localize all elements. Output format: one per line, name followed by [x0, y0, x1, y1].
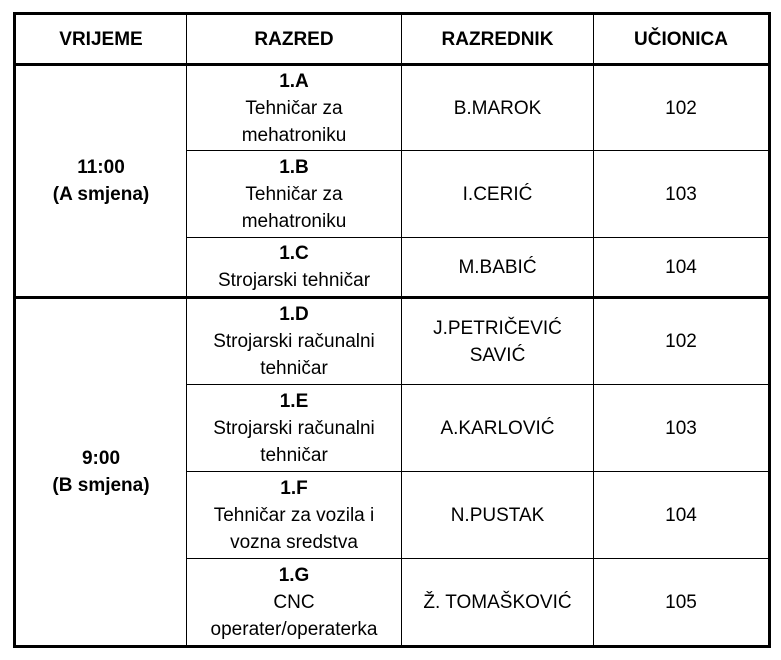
- class-code: 1.B: [279, 156, 309, 178]
- table-row: [15, 298, 770, 385]
- header-ucionica: UČIONICA: [594, 14, 770, 65]
- class-cell: [187, 472, 402, 559]
- room-cell: 102: [594, 65, 770, 151]
- header-vrijeme: VRIJEME: [15, 14, 187, 65]
- schedule-table: [13, 12, 771, 648]
- class-cell: [187, 559, 402, 647]
- class-name-line: Strojarski računalni: [213, 331, 375, 352]
- teacher-name: SAVIĆ: [469, 344, 526, 366]
- teacher-name: M.BABIĆ: [458, 256, 537, 278]
- class-name-line: Tehničar za: [245, 97, 343, 119]
- class-name-line: Tehničar za vozila i: [213, 504, 375, 526]
- class-cell: [187, 298, 402, 385]
- class-name-line: Strojarski računalni: [213, 417, 375, 439]
- room-cell: 104: [594, 472, 770, 559]
- class-name-line: mehatroniku: [241, 124, 347, 146]
- class-name-line: vozna sredstva: [230, 531, 358, 553]
- teacher-cell: [402, 559, 594, 647]
- class-code: 1.E: [279, 390, 309, 412]
- class-name-line: mehatroniku: [241, 210, 347, 232]
- class-name-line: operater/operaterka: [210, 618, 378, 640]
- time-cell: [15, 65, 187, 298]
- class-code: 1.D: [279, 304, 309, 325]
- teacher-name: A.KARLOVIĆ: [440, 417, 555, 439]
- table-row: [15, 65, 770, 151]
- teacher-cell: [402, 385, 594, 472]
- class-name-line: Strojarski tehničar: [217, 270, 371, 291]
- shift-label: (A smjena): [52, 184, 150, 205]
- teacher-cell: [402, 472, 594, 559]
- class-name-line: tehničar: [260, 358, 328, 379]
- time-cell: [15, 298, 187, 647]
- shift-label: (B smjena): [52, 475, 150, 496]
- class-code: 1.C: [279, 243, 309, 264]
- class-cell: [187, 151, 402, 238]
- room-cell: 104: [594, 238, 770, 298]
- header-row: [15, 14, 770, 65]
- room-cell: 102: [594, 298, 770, 385]
- room-cell: 103: [594, 151, 770, 238]
- class-cell: [187, 65, 402, 151]
- room-cell: 103: [594, 385, 770, 472]
- teacher-cell: [402, 151, 594, 238]
- teacher-name: I.CERIĆ: [462, 183, 533, 205]
- class-name-line: Tehničar za: [245, 183, 343, 205]
- time-value: 9:00: [81, 448, 121, 469]
- teacher-name: N.PUSTAK: [450, 504, 545, 526]
- teacher-cell: [402, 65, 594, 151]
- time-value: 11:00: [77, 157, 125, 178]
- class-cell: [187, 385, 402, 472]
- teacher-name: Ž. TOMAŠKOVIĆ: [423, 591, 572, 613]
- teacher-name: J.PETRIČEVIĆ: [433, 317, 562, 339]
- class-name-line: tehničar: [260, 444, 328, 466]
- room-cell: 105: [594, 559, 770, 647]
- teacher-cell: [402, 238, 594, 298]
- class-name-line: CNC: [273, 591, 315, 613]
- teacher-name: B.MAROK: [453, 97, 542, 119]
- class-code: 1.F: [280, 477, 308, 499]
- teacher-cell: [402, 298, 594, 385]
- class-code: 1.A: [279, 70, 309, 92]
- header-razrednik: RAZREDNIK: [402, 14, 594, 65]
- class-code: 1.G: [278, 564, 310, 586]
- header-razred: RAZRED: [187, 14, 402, 65]
- class-cell: [187, 238, 402, 298]
